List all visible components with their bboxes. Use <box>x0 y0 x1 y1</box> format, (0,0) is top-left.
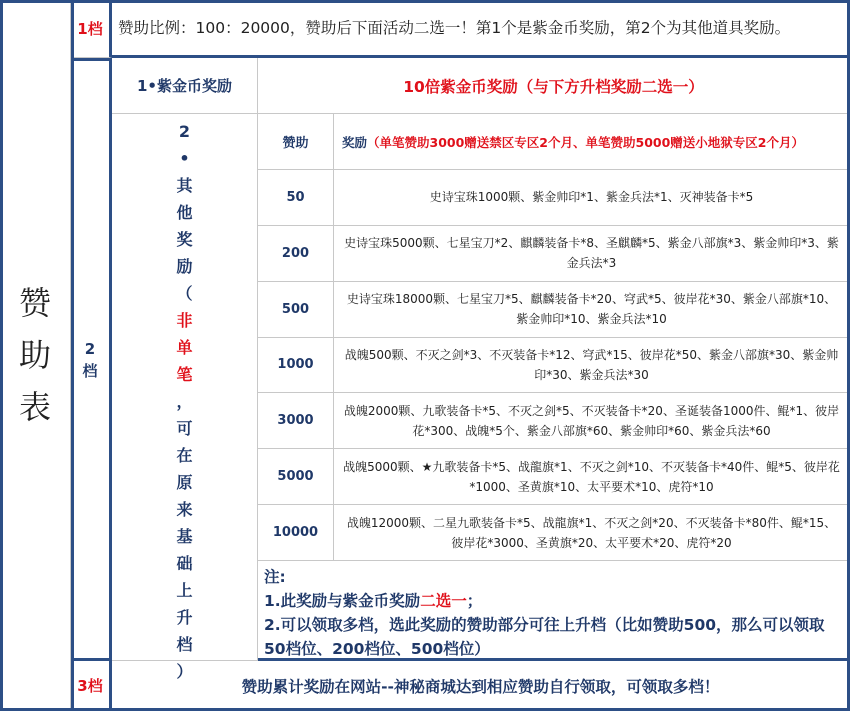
notes-box <box>258 561 850 661</box>
tier3-label: 3档 <box>71 661 112 711</box>
reward-row-content: 战魄500颗、不灭之剑*3、不灭装备卡*12、穹武*15、彼岸花*50、紫金八部旗*30、紫金帅印*30、紫金兵法*30 <box>334 338 850 394</box>
tier1-label: 1档 <box>71 0 112 58</box>
reward-row-amount: 5000 <box>258 449 334 505</box>
option2-label-char: 上 <box>176 581 193 600</box>
reward-row-amount: 1000 <box>258 338 334 394</box>
reward-row-content: 战魄5000颗、★九歌装备卡*5、战龍旗*1、不灭之剑*10、不灭装备卡*40件、鲲*5、彼岸花*1000、圣黄旗*10、太平要术*10、虎符*10 <box>334 449 850 505</box>
option1-reward: 10倍紫金币奖励（与下方升档奖励二选一） <box>258 58 850 114</box>
option2-label-char: 奖 <box>176 230 193 249</box>
col-header-amount: 赞助 <box>258 114 334 170</box>
option2-label-char: 基 <box>176 527 193 546</box>
option2-label-char: 原 <box>176 473 193 492</box>
option2-label-char: 单 <box>176 338 193 357</box>
col-header-reward <box>334 114 850 170</box>
option2-label-char: 档 <box>176 635 193 654</box>
option2-label-char: 励 <box>176 257 193 276</box>
reward-row-content: 史诗宝珠5000颗、七星宝刀*2、麒麟装备卡*8、圣麒麟*5、紫金八部旗*3、紫金帅印*3、紫金兵法*3 <box>334 226 850 282</box>
option2-label-char: 他 <box>176 203 193 222</box>
option1-label: 1•紫金币奖励 <box>112 58 258 114</box>
table-title-char: 表 <box>18 388 51 426</box>
table-title <box>19 277 51 433</box>
tier2-label <box>71 58 112 661</box>
option2-label-char: 础 <box>176 554 193 573</box>
option2-label-char: 非 <box>176 311 193 330</box>
tier1-text <box>112 0 850 58</box>
table-title-char: 助 <box>18 336 51 374</box>
tier2-label-char: 档 <box>82 361 98 380</box>
option2-label-char: 升 <box>176 608 193 627</box>
option2-label-char: ， <box>176 392 193 411</box>
note-title: 注: <box>264 568 286 586</box>
option2-label-char: 可 <box>176 419 193 438</box>
reward-row-amount: 10000 <box>258 505 334 561</box>
col-header-reward-note: （单笔赞助3000赠送禁区专区2个月、单笔赞助5000赠送小地狱专区2个月） <box>367 134 804 150</box>
reward-row-amount: 3000 <box>258 393 334 449</box>
option2-label-char: • <box>179 149 190 168</box>
table-title-cell <box>0 0 71 711</box>
reward-row-content: 史诗宝珠1000颗、紫金帅印*1、紫金兵法*1、灭神装备卡*5 <box>334 170 850 226</box>
reward-row-amount: 500 <box>258 282 334 338</box>
option2-label <box>112 114 258 681</box>
divider-left <box>71 0 74 711</box>
option2-label-char: 其 <box>176 176 193 195</box>
option2-label-char: （ <box>176 284 193 303</box>
option2-label-char: 2 <box>178 122 191 141</box>
col-header-reward-prefix: 奖励 <box>342 134 368 150</box>
note-1: 1.此奖励与紫金币奖励二选一； <box>264 592 483 610</box>
reward-row-content: 战魄2000颗、九歌装备卡*5、不灭之剑*5、不灭装备卡*20、圣诞装备1000件、鲲*1、彼岸花*300、战魄*5个、紫金八部旗*60、紫金帅印*60、紫金兵法*60 <box>334 393 850 449</box>
note-2: 2.可以领取多档，选此奖励的赞助部分可往上升档（比如赞助500，那么可以领取50档位、200档位、500档位） <box>264 616 825 658</box>
option2-label-char: ） <box>176 662 193 681</box>
reward-row-amount: 50 <box>258 170 334 226</box>
tier2-label-char: 2 <box>84 339 96 358</box>
reward-row-amount: 200 <box>258 226 334 282</box>
reward-row-content: 战魄12000颗、二星九歌装备卡*5、战龍旗*1、不灭之剑*20、不灭装备卡*80件、鲲*15、彼岸花*3000、圣黄旗*20、太平要术*20、虎符*20 <box>334 505 850 561</box>
tier1-text-content: 赞助比例：100：20000，赞助后下面活动二选一！第1个是紫金币奖励，第2个为其他道具奖励。 <box>118 18 791 37</box>
option2-label-char: 来 <box>176 500 193 519</box>
option2-label-char: 笔 <box>176 365 193 384</box>
table-title-char: 赞 <box>18 284 51 322</box>
option2-label-char: 在 <box>176 446 193 465</box>
reward-row-content: 史诗宝珠18000颗、七星宝刀*5、麒麟装备卡*20、穹武*5、彼岸花*30、紫金八部旗*10、紫金帅印*10、紫金兵法*10 <box>334 282 850 338</box>
tier3-text: 赞助累计奖励在网站--神秘商城达到相应赞助自行领取，可领取多档！ <box>112 661 850 711</box>
